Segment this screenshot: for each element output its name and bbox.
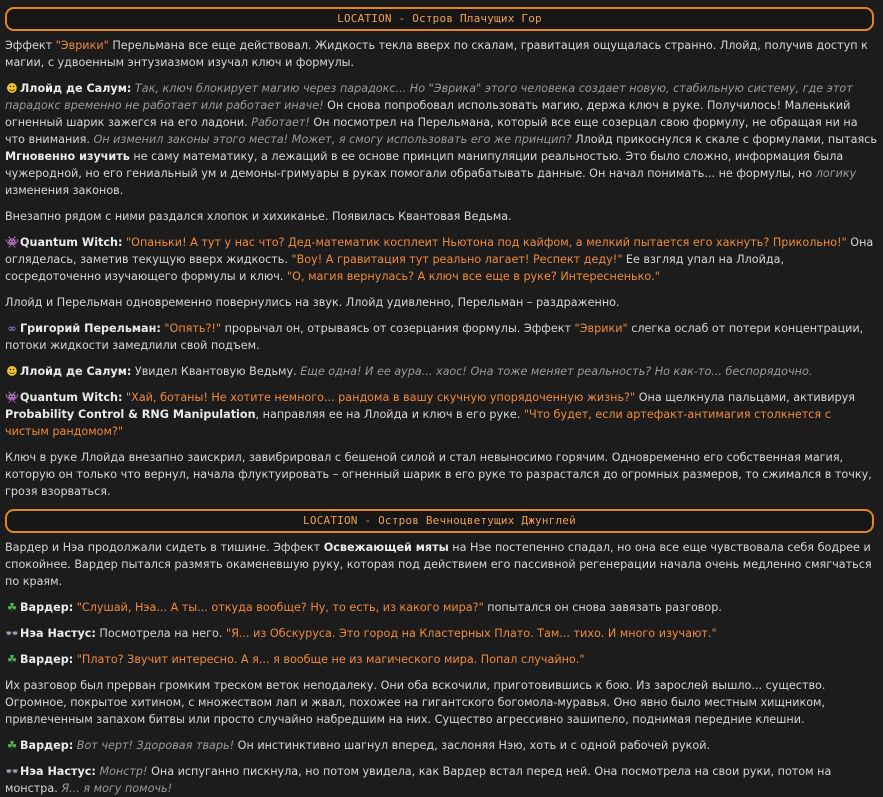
dialogue-lloyd (5, 363, 877, 380)
narration-paragraph: Их разговор был прерван громким треском веток неподалеку. Они оба вскочили, приготовившись к бою. Из зарослей вышло... существо. Огромное, покрытое хитином, с множеством лап и жвал, похожее на гигантского богомола-муравья. Оно явно было местным хищником, привлеченным запахом битвы или просто случайно набредшим на них. Существо агрессивно зашипело, поднимая передние клешни. (5, 679, 826, 726)
narration-paragraph: Ключ в руке Ллойда внезапно заискрил, завибрировал с бешеной силой и стал невыносимо горячим. Одновременно его собственная магия, которую он только что вернул, начала флуктуировать – огненный шарик в его руке то разрастался до огромных размеров, то сжимался в точку, грозя взорваться. (5, 451, 872, 498)
speaker-name: Григорий Перельман: (20, 322, 161, 335)
dialogue-varder (5, 599, 877, 616)
quote-span: "Опять?!" (164, 322, 222, 335)
thought-span: Монстр! (99, 765, 148, 778)
dialogue-varder (5, 651, 877, 668)
quote-span: "Слушай, Нэа... А ты... откуда вообще? Ну, то есть, из какого мира?" (76, 601, 484, 614)
quote-span: "Я... из Обскуруса. Это город на Кластерных Плато. Там... тихо. И много изучают." (225, 627, 717, 640)
location-header-2: LOCATION - Остров Вечноцветущих Джунглей (5, 509, 874, 533)
dialogue-grigory (5, 320, 877, 354)
thought-span: Он изменил законы этого места! Может, я смогу использовать его же принцип? (93, 133, 572, 146)
text-span: слегка ослаб от потери концентрации, потоки жидкости замедлили свой подъем. (5, 322, 864, 352)
dialogue-witch (5, 234, 877, 285)
space-invader-icon: 👾 (5, 391, 19, 404)
text-span: Она испуганно пискнула, но потом увидела, как Вардер встал перед ней. Она посмотрела на свои руки, потом на монстра. (5, 765, 832, 795)
dialogue-varder (5, 737, 877, 754)
thought-span: Так, ключ блокирует магию через парадокс... Но (134, 82, 429, 95)
narration-paragraph: Ллойд и Перельман одновременно повернулись на звук. Ллойд удивленно, Перельман – раздраженно. (5, 296, 620, 309)
speaker-name: Нэа Настус: (20, 765, 96, 778)
location-header-1: LOCATION - Остров Плачущих Гор (5, 7, 874, 31)
eyes-icon: 👓 (5, 627, 19, 640)
lloyd-face-icon: ☻ (6, 365, 18, 378)
lloyd-face-icon: ☻ (6, 82, 18, 95)
quote-span: "Воу! А гравитация тут реально лагает! Респект деду!" (291, 253, 623, 266)
text-span: попытался он снова завязать разговор. (483, 601, 722, 614)
narration-paragraph (5, 539, 877, 590)
infinity-icon: ∞ (7, 322, 17, 335)
dialogue-nea (5, 763, 877, 797)
highlight-span: "Эврики" (574, 322, 628, 335)
text-span: изменения законов. (5, 184, 124, 197)
text-span: Перельмана все еще действовал. Жидкость текла вверх по скалам, гравитация ощущалась странно. Ллойд, получив доступ к магии, с удвоенным энтузиазмом изучал ключ и формулы. (5, 39, 868, 69)
shamrock-icon: ☘ (6, 601, 18, 614)
text-span: Посмотрела на него. (95, 627, 226, 640)
skill-span: Мгновенно изучить (5, 150, 130, 163)
quote-span: "Опаньки! А тут у нас что? Дед-математик косплеит Ньютона под кайфом, а мелкий пытается его хакнуть? Прикольно!" (126, 236, 847, 249)
text-span: Ее взгляд упал на Ллойда, сосредоточенно изучающего формулы и ключ. (5, 253, 785, 283)
narration-paragraph (5, 37, 877, 71)
text-span: на Нэе постепенно спадал, но она все еще чувствовала себя бодрее и спокойнее. Вардер пытался размять окаменевшую руку, которая под действием его пассивной регенерации начала очень медленно смягчаться по краям. (5, 541, 872, 588)
speaker-name: Quantum Witch: (20, 391, 123, 404)
thought-span: Вот черт! Здоровая тварь! (76, 739, 235, 752)
speaker-name: Вардер: (20, 739, 74, 752)
shamrock-icon: ☘ (6, 739, 18, 752)
speaker-name: Вардер: (20, 653, 74, 666)
text-span: Он посмотрел на Перельмана, который все еще созерцал свою формулу, не обращая ни на что внимания. (5, 116, 858, 146)
text-span: Она щелкнула пальцами, активируя (635, 391, 855, 404)
eyes-icon: 👓 (5, 765, 19, 778)
text-span: Вардер и Нэа продолжали сидеть в тишине. Эффект (5, 541, 324, 554)
quote-span: "Хай, ботаны! Не хотите немного... рандома в вашу скучную упорядоченную жизнь?" (126, 391, 636, 404)
quote-span: "Что будет, если артефакт-антимагия столкнется с чистым рандомом?" (5, 408, 831, 438)
text-span: прорычал он, отрываясь от созерцания формулы. Эффект (221, 322, 575, 335)
text-span: Она огляделась, заметив текущую вверх жидкость. (5, 236, 874, 266)
text-span: не саму математику, а лежащий в ее основе принцип манипуляции реальностью. Это было сложно, информация была чужеродной, но его гениальный ум и демоны-гримуары в руках помогали обрабатывать данные. Он начал понимать... не формулы, но (5, 150, 844, 180)
thought-span: этого человека создает новую, стабильную систему, где этот парадокс временно не работает или работает иначе! (5, 82, 853, 112)
dialogue-witch (5, 389, 877, 440)
space-invader-icon: 👾 (5, 236, 19, 249)
speaker-name: Ллойд де Салум: (20, 365, 132, 378)
highlight-span: "Эврика" (428, 82, 482, 95)
speaker-name: Ллойд де Салум: (20, 82, 132, 95)
thought-span: Еще одна! И ее аура... хаос! Она тоже меняет реальность? Но как-то... беспорядочно. (300, 365, 813, 378)
text-span: , направляя ее на Ллойда и ключ в его руке. (255, 408, 524, 421)
text-span: Эффект (5, 39, 56, 52)
text-span: Он снова попробовал использовать магию, держа ключ в руке. Получилось! Маленький огненный шарик зажегся на его ладони. (5, 99, 851, 129)
skill-span: Probability Control & RNG Manipulation (5, 408, 256, 421)
text-span: Увидел Квантовую Ведьму. (131, 365, 301, 378)
thought-span: Я... я могу помочь! (61, 782, 173, 795)
speaker-name: Вардер: (20, 601, 74, 614)
highlight-span: "Эврики" (55, 39, 109, 52)
skill-span: Освежающей мяты (323, 541, 449, 554)
shamrock-icon: ☘ (6, 653, 18, 666)
dialogue-lloyd (5, 80, 877, 199)
thought-span: логику (815, 167, 857, 180)
speaker-name: Нэа Настус: (20, 627, 96, 640)
text-span: Ллойд прикоснулся к скале с формулами, пытаясь (571, 133, 877, 146)
quote-span: "Плато? Звучит интересно. А я... я вообще не из магического мира. Попал случайно." (76, 653, 585, 666)
speaker-name: Quantum Witch: (20, 236, 123, 249)
narration-paragraph: Внезапно рядом с ними раздался хлопок и хихиканье. Появилась Квантовая Ведьма. (5, 210, 512, 223)
dialogue-nea (5, 625, 877, 642)
text-span: Он инстинктивно шагнул вперед, заслоняя Нэю, хоть и с одной рабочей рукой. (234, 739, 711, 752)
thought-span: Работает! (251, 116, 310, 129)
quote-span: "О, магия вернулась? А ключ все еще в руке? Интересненько." (287, 270, 660, 283)
